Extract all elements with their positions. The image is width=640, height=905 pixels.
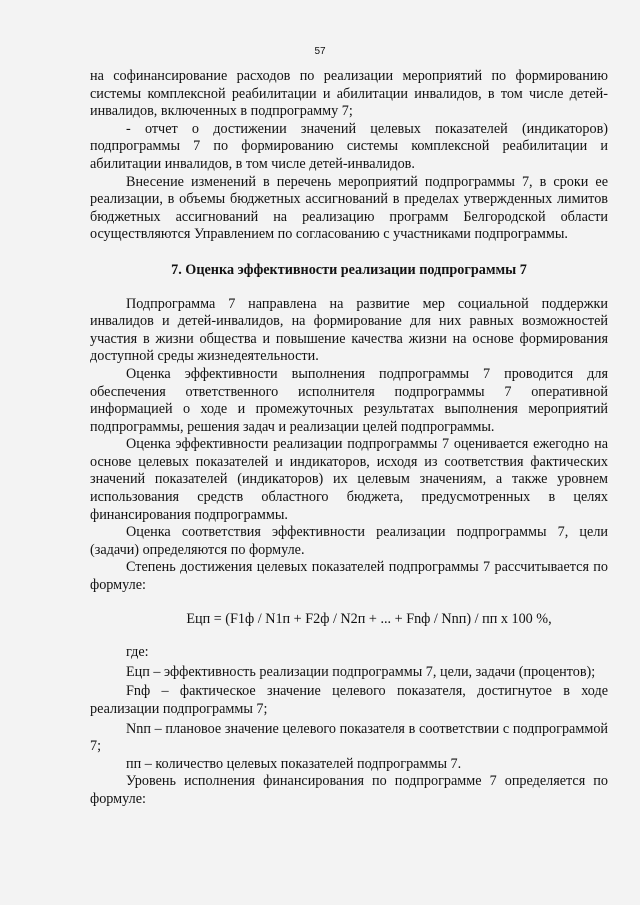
paragraph: Оценка эффективности реализации подпрограммы 7 оценивается ежегодно на основе целевых показателей и индикаторов, исходя из соответствия фактических значений показателей (индикаторов) их целевым значениям, а также уровнем использования средств областного бюджета, предусмотренных в целях финансирования подпрограммы.	[90, 436, 608, 523]
section-heading: 7. Оценка эффективности реализации подпрограммы 7	[171, 261, 527, 278]
paragraph: на софинансирование расходов по реализации мероприятий по формированию системы комплексной реабилитации и абилитации инвалидов, в том числе детей-инвалидов, включенных в подпрограмму 7;	[90, 68, 608, 120]
paragraph: Уровень исполнения финансирования по подпрограмме 7 определяется по формуле:	[90, 773, 608, 807]
definition: Nnп – плановое значение целевого показателя в соответствии с подпрограммой 7;	[90, 720, 608, 755]
paragraph: Оценка соответствия эффективности реализации подпрограммы 7, цели (задачи) определяются по формуле.	[90, 524, 608, 558]
formula: Ецп = (F1ф / N1п + F2ф / N2п + ... + Fnф / Nnп) / пп х 100 %,	[186, 610, 552, 627]
where-label: где:	[126, 644, 149, 661]
page-number: 57	[314, 46, 326, 57]
paragraph: Степень достижения целевых показателей подпрограммы 7 рассчитывается по формуле:	[90, 559, 608, 594]
definition: Fnф – фактическое значение целевого показателя, достигнутое в ходе реализации подпрограммы 7;	[90, 683, 608, 717]
document-body	[90, 68, 608, 809]
paragraph: - отчет о достижении значений целевых показателей (индикаторов) подпрограммы 7 по формированию системы комплексной реабилитации и абилитации инвалидов, в том числе детей-инвалидов.	[90, 120, 608, 172]
definition: пп – количество целевых показателей подпрограммы 7.	[126, 755, 462, 772]
paragraph: Оценка эффективности выполнения подпрограммы 7 проводится для обеспечения ответственного исполнителя подпрограммы 7 оперативной информацией о ходе и промежуточных результатах выполнения мероприятий подпрограммы, решения задач и реализации целей подпрограммы.	[90, 365, 608, 435]
paragraph: Внесение изменений в перечень мероприятий подпрограммы 7, в сроки ее реализации, в объемы бюджетных ассигнований в пределах утвержденных лимитов бюджетных ассигнований на реализацию программ Белгородской области осуществляются Управлением по согласованию с участниками подпрограммы.	[90, 173, 608, 243]
definition: Ецп – эффективность реализации подпрограммы 7, цели, задачи (процентов);	[126, 663, 596, 680]
paragraph: Подпрограмма 7 направлена на развитие мер социальной поддержки инвалидов и детей-инвалидов, на формирование для них равных возможностей участия в жизни общества и повышение качества жизни на основе формирования доступной среды жизнедеятельности.	[90, 295, 608, 365]
